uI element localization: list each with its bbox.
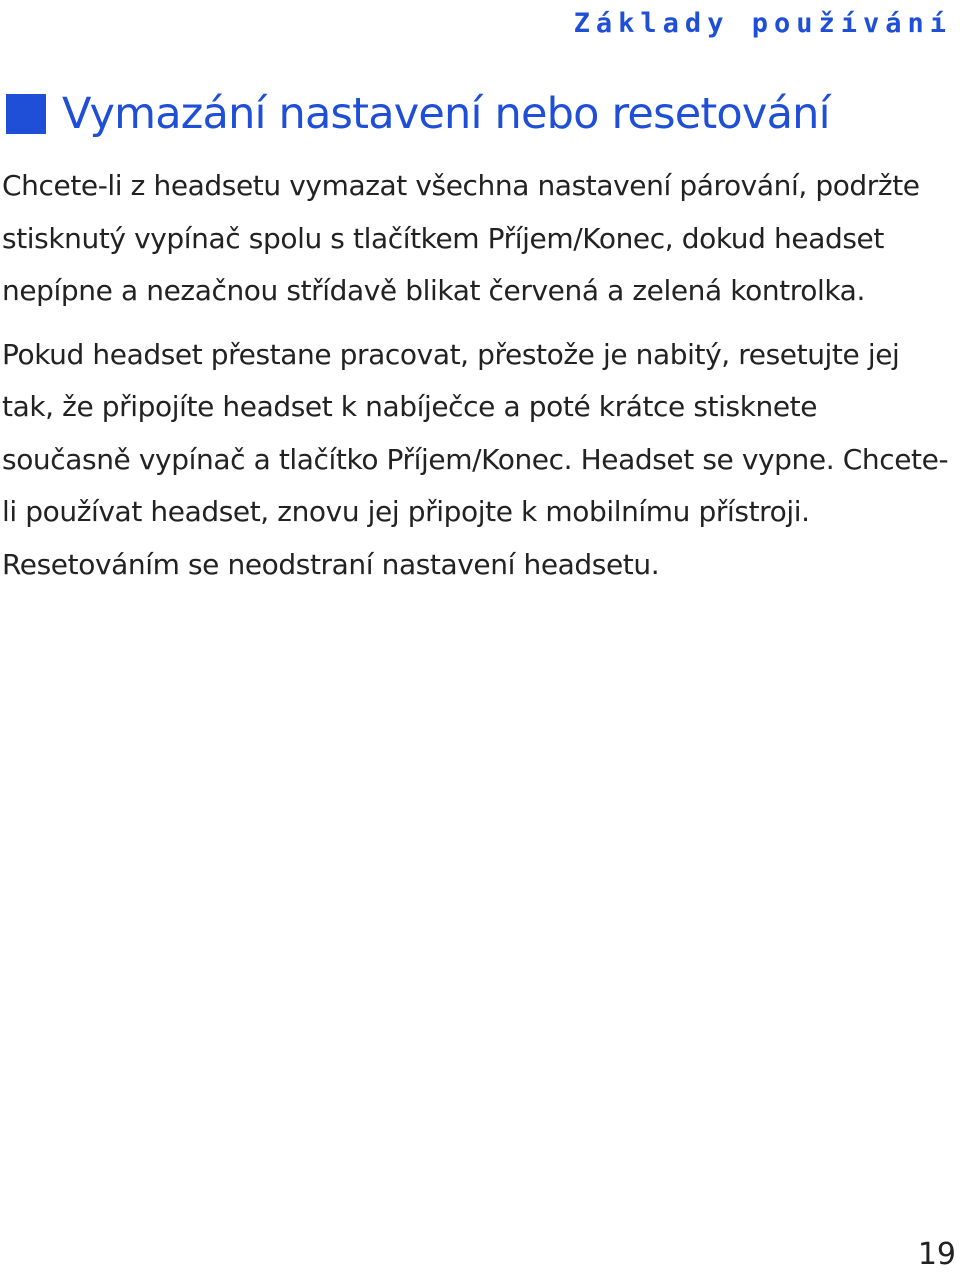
page-number: 19 [917, 1237, 956, 1272]
running-header: Základy používání [573, 8, 952, 39]
square-bullet-icon [6, 94, 46, 134]
paragraph-clear-pairing: Chcete-li z headsetu vymazat všechna nastavení párování, podržte stisknutý vypínač spolu s tlačítkem Příjem/Konec, dokud headset nepípne a nezačnou střídavě blikat červená a zelená kontrolka. [2, 169, 920, 307]
body-text [2, 160, 952, 602]
section-heading [0, 82, 960, 146]
section-title: Vymazání nastavení nebo resetování [62, 89, 830, 139]
paragraph-reset-headset: Pokud headset přestane pracovat, přestože je nabitý, resetujte jej tak, že připojíte headset k nabíječce a poté krátce stisknete současně vypínač a tlačítko Příjem/Konec. Headset se vypne. Chcete-li používat headset, znovu jej připojte k mobilnímu přístroji. Resetováním se neodstraní nastavení headsetu. [2, 337, 949, 581]
